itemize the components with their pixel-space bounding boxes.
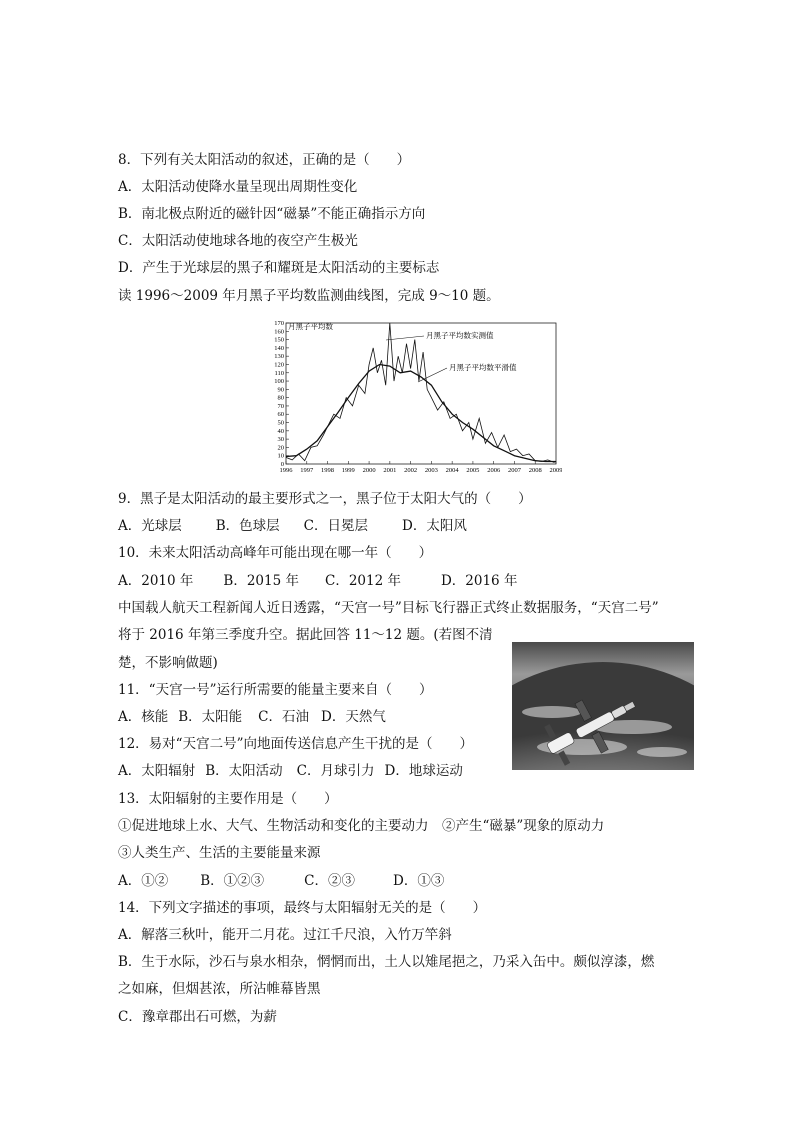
- q11-intro-line2: 将于 2016 年第三季度升空。据此回答 11～12 题。(若图不清: [118, 627, 493, 643]
- q9-options: [118, 516, 467, 536]
- y-tick-label: 70: [277, 402, 284, 410]
- x-tick-label: 1998: [321, 467, 335, 474]
- q14-option-b-line2: 之如麻，但烟甚浓，所沾帷幕皆黑: [118, 981, 321, 997]
- q13-options: [118, 871, 444, 891]
- series-measured-line: [286, 323, 556, 462]
- q14-option-c: C．豫章郡出石可燃，为薪: [118, 1009, 277, 1025]
- q10-options: [118, 571, 517, 591]
- q14-stem: 14．下列文字描述的事项，最终与太阳辐射无关的是（ ）: [118, 900, 487, 916]
- q9-stem: 9．黑子是太阳活动的最主要形式之一，黑子位于太阳大气的（ ）: [118, 491, 532, 507]
- q13-item2: ③人类生产、生活的主要能量来源: [118, 845, 321, 861]
- tiangong-photo: [512, 642, 694, 770]
- q9-option-d: D．太阳风: [402, 518, 467, 534]
- y-tick-label: 80: [277, 394, 284, 402]
- q13-item1: ①促进地球上水、大气、生物活动和变化的主要动力 ②产生“磁暴”现象的原动力: [118, 818, 605, 834]
- x-tick-label: 2003: [424, 467, 438, 474]
- q10-option-b: B．2015 年: [223, 573, 299, 589]
- q12-options: [118, 761, 463, 781]
- y-tick-label: 150: [274, 336, 284, 344]
- y-tick-label: 170: [274, 320, 284, 327]
- y-tick-label: 30: [277, 436, 284, 444]
- legend-smoothed-pointer: [418, 368, 447, 382]
- q13-option-c: C．②③: [304, 873, 356, 889]
- y-tick-label: 0: [280, 461, 284, 468]
- x-tick-label: 1997: [300, 467, 314, 474]
- x-tick-label: 2009: [549, 467, 562, 474]
- y-tick-label: 40: [277, 427, 284, 435]
- q8-option-c: C．太阳活动使地球各地的夜空产生极光: [118, 233, 358, 249]
- y-tick-label: 160: [274, 328, 284, 336]
- x-tick-label: 2000: [362, 467, 376, 474]
- y-tick-label: 20: [277, 444, 284, 452]
- q12-stem: 12．易对“天宫二号”向地面传送信息产生干扰的是（ ）: [118, 736, 473, 752]
- q8-option-b: B．南北极点附近的磁针因“磁暴”不能正确指示方向: [118, 206, 426, 222]
- y-tick-label: 130: [274, 353, 284, 361]
- q13-stem: 13．太阳辐射的主要作用是（ ）: [118, 791, 338, 807]
- x-tick-label: 1999: [341, 467, 355, 474]
- x-tick-label: 2006: [487, 467, 501, 474]
- legend-smoothed: 月黑子平均数平滑值: [449, 363, 517, 372]
- q8-option-d: D．产生于光球层的黑子和耀斑是太阳活动的主要标志: [118, 260, 440, 276]
- q11-option-a: A．核能: [118, 709, 169, 725]
- chart-axes: [274, 320, 562, 474]
- q9-option-c: C．日冕层: [303, 518, 369, 534]
- q12-option-c: C．月球引力: [296, 763, 375, 779]
- q13-option-a: A．①②: [118, 873, 169, 889]
- x-tick-label: 2008: [528, 467, 542, 474]
- q10-option-a: A．2010 年: [118, 573, 194, 589]
- y-tick-label: 90: [277, 386, 284, 394]
- x-tick-label: 2004: [445, 467, 459, 474]
- q11-options: [118, 707, 386, 727]
- y-tick-label: 50: [277, 419, 284, 427]
- y-tick-label: 100: [274, 378, 284, 386]
- y-tick-label: 60: [277, 411, 284, 419]
- q10-option-c: C．2012 年: [324, 573, 401, 589]
- q12-option-a: A．太阳辐射: [118, 763, 196, 779]
- y-tick-label: 120: [274, 361, 284, 369]
- q10-stem: 10．未来太阳活动高峰年可能出现在哪一年（ ）: [118, 545, 433, 561]
- legend-measured: 月黑子平均数实测值: [426, 331, 494, 340]
- q13-option-b: B．①②③: [200, 873, 265, 889]
- chart-intro: 读 1996～2009 年月黑子平均数监测曲线图，完成 9～10 题。: [118, 288, 500, 304]
- q9-option-a: A．光球层: [118, 518, 182, 534]
- sunspot-chart: [266, 318, 562, 478]
- q14-option-a: A．解落三秋叶，能开二月花。过江千尺浪，入竹万竿斜: [118, 927, 452, 943]
- q14-option-b-line1: B．生于水际，沙石与泉水相杂，惘惘而出，土人以雉尾挹之，乃采入缶中。颇似淳漆，燃: [118, 954, 655, 970]
- y-tick-label: 140: [274, 344, 284, 352]
- q9-option-b: B．色球层: [215, 518, 280, 534]
- q12-option-b: B．太阳活动: [205, 763, 283, 779]
- x-tick-label: 2005: [466, 467, 480, 474]
- q8-stem: 8．下列有关太阳活动的叙述，正确的是（ ）: [118, 152, 411, 168]
- x-tick-label: 2007: [507, 467, 521, 474]
- chart-plot: [286, 323, 556, 462]
- chart-ylabel: 月黑子平均数: [288, 322, 333, 331]
- series-smoothed-line: [286, 365, 556, 462]
- x-tick-label: 1996: [279, 467, 293, 474]
- q11-option-b: B．太阳能: [178, 709, 243, 725]
- q8-option-a: A．太阳活动使降水量呈现出周期性变化: [118, 179, 358, 195]
- q11-option-d: D．天然气: [321, 709, 386, 725]
- x-tick-label: 2002: [404, 467, 418, 474]
- x-tick-label: 2001: [383, 467, 397, 474]
- plot-frame: [286, 323, 556, 464]
- q12-option-d: D．地球运动: [384, 763, 463, 779]
- q11-intro-line3: 楚，不影响做题): [118, 655, 218, 671]
- y-tick-label: 110: [274, 369, 284, 377]
- q10-option-d: D．2016 年: [440, 573, 518, 589]
- y-tick-label: 10: [277, 452, 284, 460]
- q11-stem: 11．“天宫一号”运行所需要的能量主要来自（ ）: [118, 682, 433, 698]
- q11-intro-line1: 中国载人航天工程新闻人近日透露，“天宫一号”目标飞行器正式终止数据服务，“天宫二号”: [118, 600, 659, 616]
- legend-measured-pointer: [386, 336, 424, 340]
- q11-option-c: C．石油: [258, 709, 310, 725]
- q13-option-d: D．①③: [393, 873, 445, 889]
